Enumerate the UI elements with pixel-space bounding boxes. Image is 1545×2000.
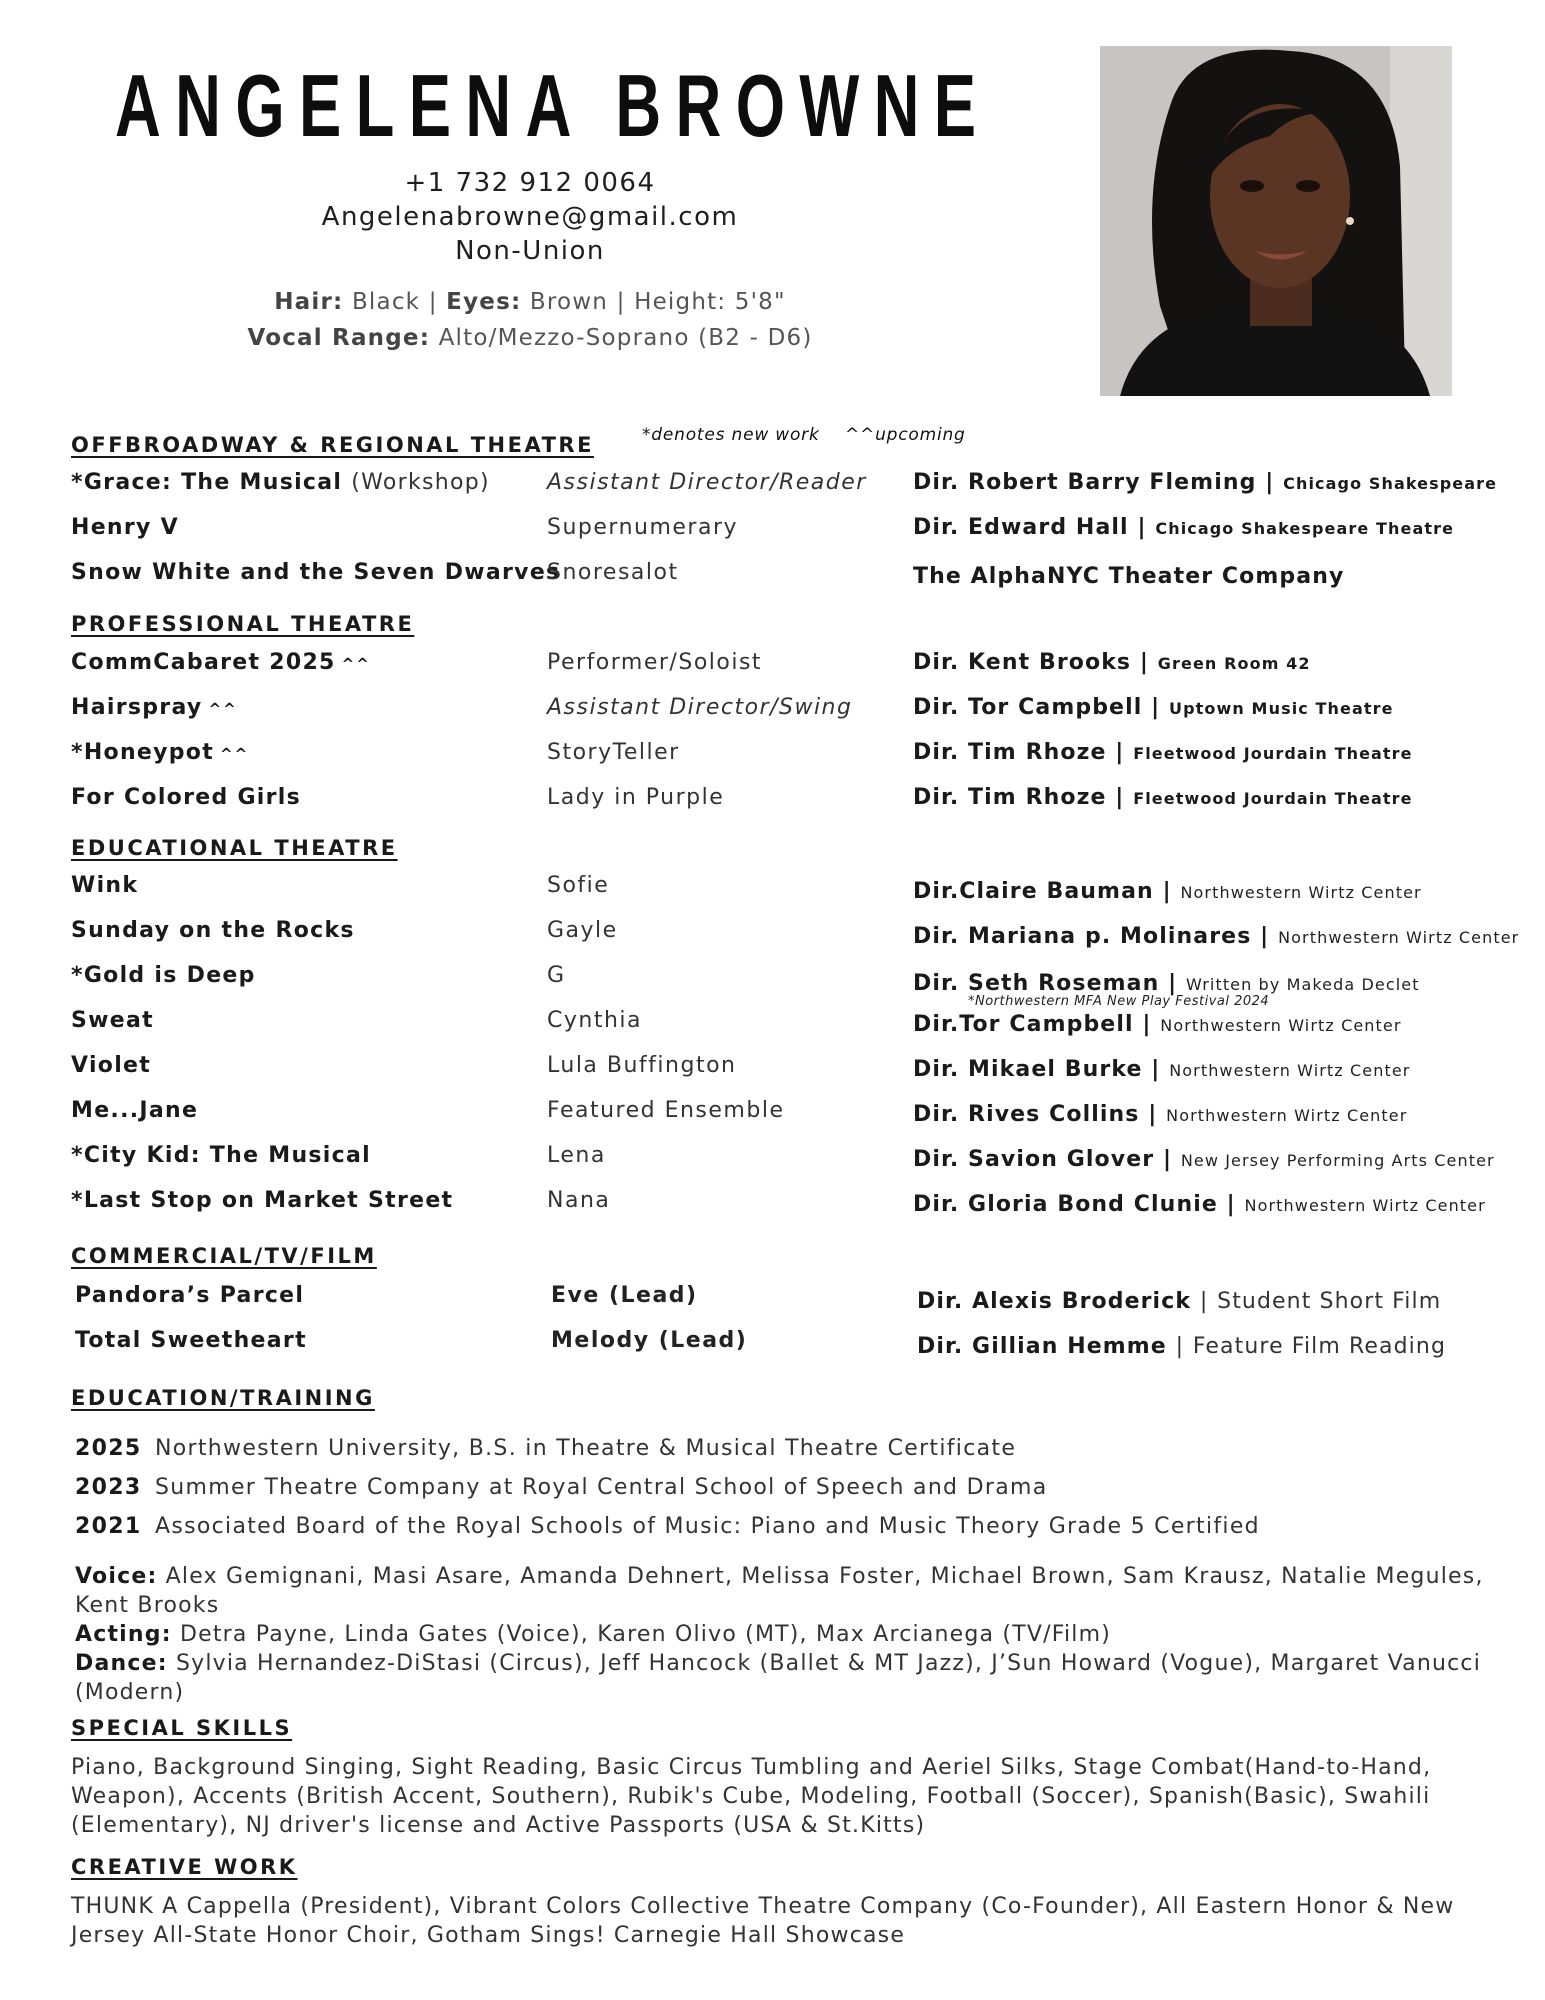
director: The AlphaNYC Theater Company	[913, 564, 1345, 589]
director-name: Dir. Gillian Hemme	[917, 1334, 1167, 1359]
table-row	[0, 740, 1545, 776]
separator: |	[1175, 1334, 1185, 1359]
show-name: City Kid: The Musical	[83, 1143, 371, 1168]
table-row	[0, 1283, 1545, 1319]
director-name: Dir.Claire Bauman	[913, 879, 1154, 904]
role: Featured Ensemble	[547, 1098, 785, 1123]
company: New Jersey Performing Arts Center	[1180, 1151, 1495, 1170]
company: Uptown Music Theatre	[1169, 699, 1394, 718]
training-block	[75, 1562, 1515, 1707]
role: Assistant Director/Reader	[547, 470, 867, 495]
physical-stats	[160, 289, 900, 315]
director-name: Dir. Gloria Bond Clunie	[913, 1192, 1218, 1217]
company: Chicago Shakespeare Theatre	[1155, 519, 1455, 538]
director	[913, 924, 1519, 949]
role: Gayle	[547, 918, 618, 943]
company: Fleetwood Jourdain Theatre	[1133, 789, 1413, 808]
eyes-label: Eyes:	[446, 289, 522, 315]
director	[917, 1289, 1441, 1314]
table-row	[0, 963, 1545, 999]
vocal-range	[160, 325, 900, 351]
separator: |	[1162, 1147, 1173, 1172]
show-title: Henry V	[71, 515, 179, 540]
separator: |	[1162, 879, 1172, 904]
show-title: For Colored Girls	[71, 785, 302, 810]
separator: |	[1151, 1057, 1161, 1082]
separator: |	[1265, 470, 1275, 495]
show-title: Pandora’s Parcel	[75, 1283, 305, 1308]
company: Northwestern Wirtz Center	[1244, 1196, 1486, 1215]
acting-training	[75, 1620, 1515, 1649]
table-row	[0, 918, 1545, 954]
director	[913, 879, 1422, 904]
table-row	[0, 650, 1545, 686]
voice-training	[75, 1562, 1515, 1620]
company: Feature Film Reading	[1192, 1334, 1447, 1359]
new-work-star: *	[71, 1143, 84, 1168]
actor-name: ANGELENA BROWNE	[115, 56, 991, 155]
education-year: 2023	[75, 1475, 142, 1500]
show-title	[71, 695, 238, 720]
company: Northwestern Wirtz Center	[1160, 1016, 1402, 1035]
director	[913, 1192, 1486, 1217]
director	[913, 971, 1420, 996]
table-row	[0, 560, 1545, 596]
section-offbroadway: OFFBROADWAY & REGIONAL THEATRE	[71, 433, 594, 457]
education-text: Associated Board of the Royal Schools of Music: Piano and Music Theory Grade 5 Certified	[155, 1514, 1260, 1539]
director-name: Dir. Edward Hall	[913, 515, 1129, 540]
director-name: Dir. Kent Brooks	[913, 650, 1132, 675]
voice-teachers: Alex Gemignani, Masi Asare, Amanda Dehnert, Melissa Foster, Michael Brown, Sam Krausz, Natalie Megules, Kent Brooks	[75, 1564, 1484, 1618]
director-name: Dir.Tor Campbell	[913, 1012, 1134, 1037]
director-name: Dir. Seth Roseman	[913, 971, 1160, 996]
show-title: Snow White and the Seven Dwarves	[71, 560, 561, 585]
role: Assistant Director/Swing	[547, 695, 853, 720]
education-item	[75, 1475, 1048, 1500]
skills-text: Piano, Background Singing, Sight Reading, Basic Circus Tumbling and Aeriel Silks, Stage Combat(Hand-to-Hand, Weapon), Accents (British Accent, Southern), Rubik's Cube, Modeling, Football (Soccer), Spanish(Basic), Swahili (Elementary), NJ driver's license and Active Passports (USA & St.Kitts)	[71, 1755, 1432, 1838]
director	[913, 695, 1394, 720]
separator: |	[616, 289, 626, 315]
dance-training	[75, 1649, 1515, 1707]
separator: |	[1226, 1192, 1236, 1217]
dance-teachers: Sylvia Hernandez-DiStasi (Circus), Jeff Hancock (Ballet & MT Jazz), J’Sun Howard (Vogue), Margaret Vanucci (Modern)	[75, 1651, 1482, 1705]
director-name: Dir. Alexis Broderick	[917, 1289, 1192, 1314]
table-row	[0, 1053, 1545, 1089]
separator: |	[1115, 740, 1125, 765]
company: Northwestern Wirtz Center	[1180, 883, 1422, 902]
separator: |	[1139, 650, 1150, 675]
table-row	[0, 695, 1545, 731]
show-name: Hairspray	[71, 695, 203, 720]
section-film: COMMERCIAL/TV/FILM	[71, 1244, 377, 1268]
role: StoryTeller	[547, 740, 680, 765]
new-work-star: *	[71, 1188, 84, 1213]
director-name: Dir. Mikael Burke	[913, 1057, 1143, 1082]
creative-text: THUNK A Cappella (President), Vibrant Colors Collective Theatre Company (Co-Founder), All Eastern Honor & New Jersey All-State Honor Choir, Gotham Sings! Carnegie Hall Showcase	[71, 1894, 1455, 1948]
section-educational: EDUCATIONAL THEATRE	[71, 836, 398, 860]
table-row	[0, 873, 1545, 909]
director	[913, 650, 1311, 675]
separator: |	[1142, 1012, 1152, 1037]
company: Fleetwood Jourdain Theatre	[1133, 744, 1413, 763]
director-name: Dir. Tim Rhoze	[913, 740, 1107, 765]
director	[913, 1147, 1495, 1172]
upcoming-mark: ^^	[220, 745, 250, 763]
hair-value: Black	[351, 289, 421, 315]
director-name: Dir. Robert Barry Fleming	[913, 470, 1257, 495]
vocal-label: Vocal Range:	[247, 325, 431, 351]
company: Student Short Film	[1217, 1289, 1442, 1314]
section-creative: CREATIVE WORK	[71, 1855, 298, 1879]
section-professional: PROFESSIONAL THEATRE	[71, 612, 415, 636]
education-item	[75, 1514, 1260, 1539]
festival-note: *Northwestern MFA New Play Festival 2024	[968, 994, 1270, 1009]
separator: |	[1137, 515, 1147, 540]
dance-label: Dance:	[75, 1651, 168, 1676]
show-title	[71, 1188, 453, 1213]
role: Nana	[547, 1188, 611, 1213]
separator: |	[1151, 695, 1161, 720]
show-title	[71, 1143, 371, 1168]
show-name: CommCabaret 2025	[71, 650, 336, 675]
upcoming-mark: ^^	[341, 655, 371, 673]
show-name: Honeypot	[83, 740, 215, 765]
acting-teachers: Detra Payne, Linda Gates (Voice), Karen Olivo (MT), Max Arcianega (TV/Film)	[179, 1622, 1112, 1647]
separator: |	[1148, 1102, 1158, 1127]
union-status: Non-Union	[455, 236, 605, 266]
role: Lula Buffington	[547, 1053, 737, 1078]
show-title: Me...Jane	[71, 1098, 199, 1123]
separator: |	[428, 289, 438, 315]
height-value: Height: 5'8"	[634, 289, 786, 315]
company: Northwestern Wirtz Center	[1278, 928, 1520, 947]
email-address[interactable]: Angelenabrowne@gmail.com	[321, 202, 739, 232]
director	[913, 740, 1413, 765]
company: Chicago Shakespeare	[1283, 474, 1498, 493]
role: Sofie	[547, 873, 610, 898]
table-row	[0, 1143, 1545, 1179]
role: G	[547, 963, 566, 988]
show-name: Grace: The Musical	[83, 470, 343, 495]
role: Lady in Purple	[547, 785, 725, 810]
show-title: Wink	[71, 873, 139, 898]
education-year: 2021	[75, 1514, 142, 1539]
table-row	[0, 785, 1545, 821]
education-year: 2025	[75, 1436, 142, 1461]
company: Written by Makeda Declet	[1186, 975, 1420, 994]
company: Green Room 42	[1157, 654, 1311, 673]
company: Northwestern Wirtz Center	[1169, 1061, 1411, 1080]
new-work-note: *denotes new work	[642, 425, 820, 445]
director	[913, 1102, 1407, 1127]
director-name: Dir. Tim Rhoze	[913, 785, 1107, 810]
voice-label: Voice:	[75, 1564, 158, 1589]
new-work-star: *	[71, 470, 84, 495]
role: Snoresalot	[547, 560, 679, 585]
separator: |	[1115, 785, 1125, 810]
separator: |	[1168, 971, 1178, 996]
section-skills: SPECIAL SKILLS	[71, 1716, 293, 1740]
show-qualifier: (Workshop)	[351, 470, 490, 495]
role: Eve (Lead)	[551, 1283, 698, 1308]
section-education: EDUCATION/TRAINING	[71, 1386, 375, 1410]
show-title	[71, 470, 490, 495]
separator: |	[1199, 1289, 1209, 1314]
director	[913, 1012, 1402, 1037]
table-row	[0, 1008, 1545, 1044]
hair-label: Hair:	[274, 289, 344, 315]
headshot-photo	[1100, 46, 1452, 396]
headshot-illustration	[1100, 46, 1452, 396]
show-title: Violet	[71, 1053, 152, 1078]
director-name: Dir. Mariana p. Molinares	[913, 924, 1252, 949]
upcoming-mark: ^^	[208, 700, 238, 718]
role: Cynthia	[547, 1008, 642, 1033]
director-name: Dir. Rives Collins	[913, 1102, 1140, 1127]
new-work-star: *	[71, 740, 84, 765]
education-item	[75, 1436, 1016, 1461]
table-row	[0, 515, 1545, 551]
role: Supernumerary	[547, 515, 739, 540]
table-row	[0, 1188, 1545, 1224]
upcoming-note: ^^upcoming	[845, 425, 966, 445]
director	[913, 785, 1413, 810]
phone-number[interactable]: +1 732 912 0064	[404, 168, 656, 198]
table-row	[0, 470, 1545, 506]
table-row	[0, 1328, 1545, 1364]
director	[917, 1334, 1446, 1359]
table-row	[0, 1098, 1545, 1134]
show-title: Sweat	[71, 1008, 154, 1033]
director	[913, 470, 1497, 495]
show-title: Total Sweetheart	[75, 1328, 307, 1353]
show-title: Sunday on the Rocks	[71, 918, 355, 943]
show-title	[71, 740, 249, 765]
show-title	[71, 650, 371, 675]
director-name: Dir. Tor Campbell	[913, 695, 1143, 720]
role: Performer/Soloist	[547, 650, 763, 675]
education-text: Northwestern University, B.S. in Theatre & Musical Theatre Certificate	[155, 1436, 1017, 1461]
eyes-value: Brown	[529, 289, 609, 315]
show-title	[71, 963, 256, 988]
director	[913, 1057, 1410, 1082]
show-name: Gold is Deep	[83, 963, 256, 988]
vocal-value: Alto/Mezzo-Soprano (B2 - D6)	[438, 325, 813, 351]
director	[913, 515, 1454, 540]
show-name: Last Stop on Market Street	[83, 1188, 454, 1213]
role: Lena	[547, 1143, 606, 1168]
acting-label: Acting:	[75, 1622, 172, 1647]
company: Northwestern Wirtz Center	[1166, 1106, 1408, 1125]
education-text: Summer Theatre Company at Royal Central School of Speech and Drama	[155, 1475, 1048, 1500]
role: Melody (Lead)	[551, 1328, 748, 1353]
director-name: Dir. Savion Glover	[913, 1147, 1155, 1172]
separator: |	[1260, 924, 1270, 949]
new-work-star: *	[71, 963, 84, 988]
